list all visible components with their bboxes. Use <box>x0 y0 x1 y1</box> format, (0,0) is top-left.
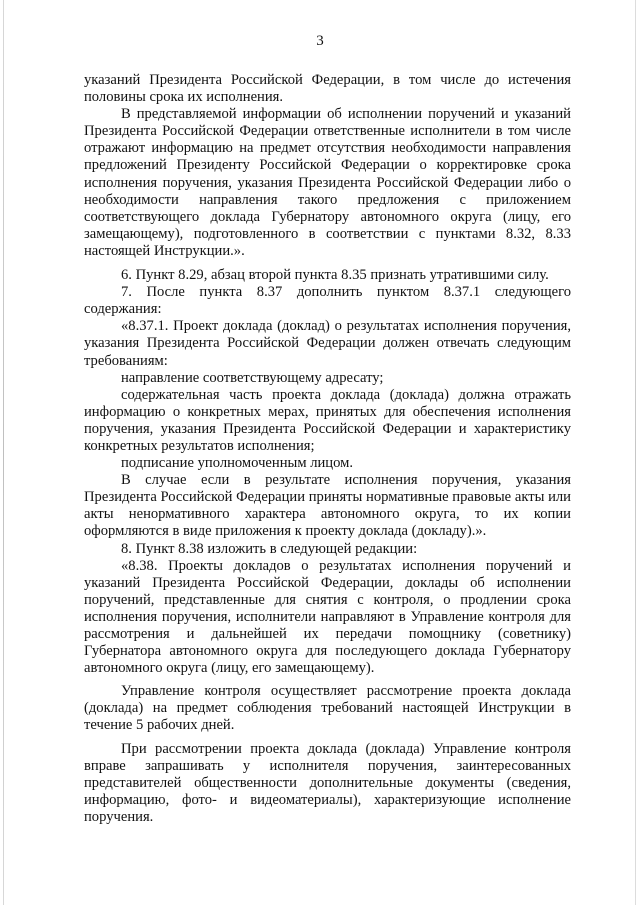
paragraph-reporting-info: В представляемой информации об исполнении поручений и указаний Президента Российской Федерации ответственные исполнители в том числе отражают информацию на предмет отсутствия необходимости направления предложений Президенту Российской Федерации о корректировке срока исполнения поручения, указания Президента Российской Федерации либо о необходимости направления такого предложения с приложением соответствующего доклада Губернатору автономного округа (лицу, его замещающему), подготовленного в соответствии с пунктами 8.32, 8.33 настоящей Инструкции.». <box>84 106 571 259</box>
paragraph-additional-documents: При рассмотрении проекта доклада (доклада) Управление контроля вправе запрашивать у исполнителя поручения, заинтересованных представителей общественности дополнительные документы (сведения, информацию, фото- и видеоматериалы), характеризующие исполнение поручения. <box>84 740 571 825</box>
paragraph-continuation: указаний Президента Российской Федерации, в том числе до истечения половины срока их исполнения. <box>84 72 571 106</box>
paragraph-item-8: 8. Пункт 8.38 изложить в следующей редакции: <box>121 540 418 557</box>
paragraph-requirement-content: содержательная часть проекта доклада (доклада) должна отражать информацию о конкретных мерах, принятых для обеспечения исполнения поручения, указания Президента Российской Федерации и характеристику конкретных результатов исполнения; <box>84 386 571 454</box>
scan-edge-right <box>635 0 636 905</box>
paragraph-requirement-addressee: направление соответствующему адресату; <box>121 369 384 386</box>
page-number: 3 <box>316 33 324 49</box>
paragraph-8-38: «8.38. Проекты докладов о результатах исполнения поручений и указаний Президента Российской Федерации, доклады об исполнении поручений, представленные для снятия с контроля, о продлении срока исполнения поручения, исполнители направляют в Управление контроля для рассмотрения и дальнейшей их передачи помощнику (советнику) Губернатора автономного округа для последующего доклада Губернатору автономного округа (лицу, его замещающему). <box>84 557 571 677</box>
paragraph-8-37-1: «8.37.1. Проект доклада (доклад) о результатах исполнения поручения, указания Президента Российской Федерации должен отвечать следующим требованиям: <box>84 318 571 369</box>
scan-edge-left <box>3 0 4 905</box>
paragraph-control-review: Управление контроля осуществляет рассмотрение проекта доклада (доклада) на предмет соблюдения требований настоящей Инструкции в течение 5 рабочих дней. <box>84 683 571 734</box>
paragraph-item-7: 7. После пункта 8.37 дополнить пунктом 8.37.1 следующего содержания: <box>84 284 571 318</box>
document-body <box>84 72 571 826</box>
paragraph-requirement-signature: подписание уполномоченным лицом. <box>121 455 354 472</box>
paragraph-item-6: 6. Пункт 8.29, абзац второй пункта 8.35 признать утратившими силу. <box>121 267 549 284</box>
paragraph-normative-acts: В случае если в результате исполнения поручения, указания Президента Российской Федерации приняты нормативные правовые акты или акты ненормативного характера автономного округа, то их копии оформляются в виде приложения к проекту доклада (докладу).». <box>84 472 571 540</box>
